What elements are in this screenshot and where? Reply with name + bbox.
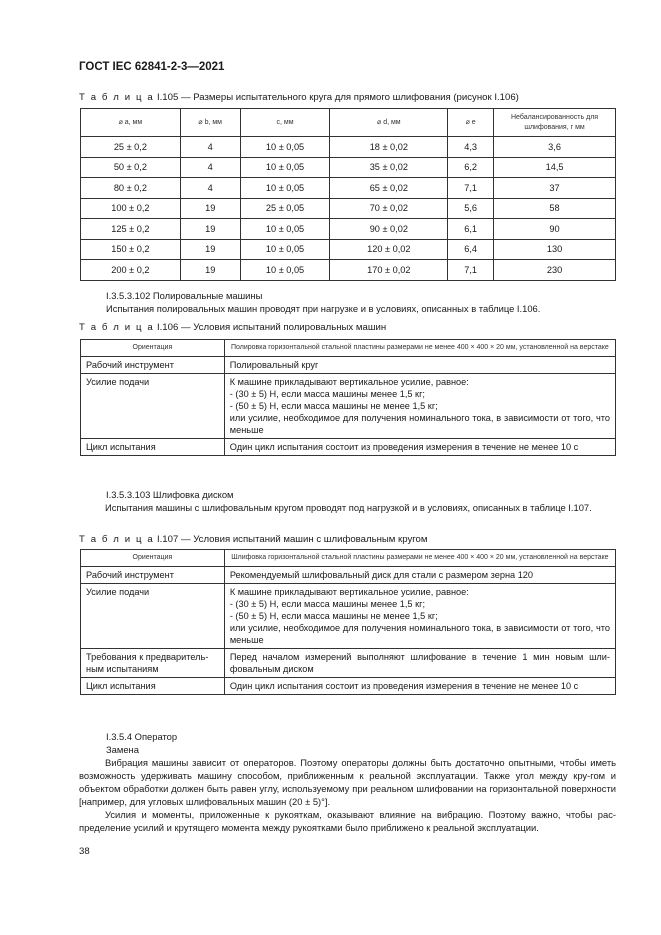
column-header: Небалансированность для шлифования, г мм xyxy=(494,109,616,137)
table-row xyxy=(81,157,616,178)
table-row xyxy=(81,198,616,219)
table-cell: 19 xyxy=(180,239,240,260)
column-header: c, мм xyxy=(240,109,330,137)
section-heading-disc: I.3.5.3.103 Шлифовка диском xyxy=(106,489,234,500)
table-row xyxy=(81,584,616,649)
table-cell: 4 xyxy=(180,137,240,158)
row-label: Цикл испытания xyxy=(81,678,225,695)
table-cell: 120 ± 0,02 xyxy=(330,239,448,260)
operator-paragraph-2: Усилия и моменты, приложенные к рукояткам, оказывают влияние на вибрацию. Поэтому важно, чтобы рас-пределение усилий и крутящего момента между рукоятками было приближено к реальной эксплуатации. xyxy=(79,809,616,833)
table-cell: 70 ± 0,02 xyxy=(330,198,448,219)
row-label: Требования к предваритель-ным испытаниям xyxy=(81,649,225,678)
table-header-row xyxy=(81,550,616,567)
table-cell: 37 xyxy=(494,178,616,199)
table-header-row xyxy=(81,109,616,137)
table-106-caption xyxy=(79,322,386,333)
table-cell: 65 ± 0,02 xyxy=(330,178,448,199)
table-cell: 4 xyxy=(180,178,240,199)
document-header: ГОСТ IEC 62841-2-3—2021 xyxy=(79,61,225,73)
row-value: Один цикл испытания состоит из проведения измерения в течение не менее 10 с xyxy=(224,439,615,456)
table-cell: 150 ± 0,2 xyxy=(81,239,181,260)
table-cell: 19 xyxy=(180,198,240,219)
row-line: - (30 ± 5) Н, если масса машины менее 1,5 кг; xyxy=(229,389,425,399)
table-cell: 130 xyxy=(494,239,616,260)
table-cell: 10 ± 0,05 xyxy=(240,260,330,281)
row-value xyxy=(224,584,615,649)
table-row xyxy=(81,260,616,281)
table-cell: 7,1 xyxy=(448,260,494,281)
table-cell: 100 ± 0,2 xyxy=(81,198,181,219)
row-label: Рабочий инструмент xyxy=(81,567,225,584)
table-label: Т а б л и ц а xyxy=(79,92,155,103)
table-cell: 25 ± 0,2 xyxy=(81,137,181,158)
table-header-row xyxy=(81,340,616,357)
row-value xyxy=(224,374,615,439)
table-107-caption xyxy=(79,534,427,545)
table-row xyxy=(81,649,616,678)
section-text-polishing: Испытания полировальных машин проводят при нагрузке и в условиях, описанных в таблице I.106. xyxy=(106,303,541,314)
row-line: или усилие, необходимое для получения номинального тока, в зависимости от того, что меньше xyxy=(229,413,610,435)
column-header: ⌀ a, мм xyxy=(81,109,181,137)
column-header: ⌀ b, мм xyxy=(180,109,240,137)
table-cell: 7,1 xyxy=(448,178,494,199)
table-row xyxy=(81,678,616,695)
table-row xyxy=(81,357,616,374)
column-header: ⌀ d, мм xyxy=(330,109,448,137)
table-cell: 19 xyxy=(180,260,240,281)
table-105 xyxy=(80,108,616,281)
table-cell: 4,3 xyxy=(448,137,494,158)
table-row xyxy=(81,219,616,240)
table-row xyxy=(81,178,616,199)
table-cell: 58 xyxy=(494,198,616,219)
table-title: I.107 — Условия испытаний машин с шлифовальным кругом xyxy=(156,534,428,545)
row-label: Рабочий инструмент xyxy=(81,357,225,374)
row-line: - (50 ± 5) Н, если масса машины не менее 1,5 кг; xyxy=(229,611,438,621)
table-cell: 14,5 xyxy=(494,157,616,178)
table-cell: 6,4 xyxy=(448,239,494,260)
section-heading-polishing: I.3.5.3.102 Полировальные машины xyxy=(106,290,263,301)
table-105-caption xyxy=(79,92,519,103)
table-cell: 35 ± 0,02 xyxy=(330,157,448,178)
table-cell: 10 ± 0,05 xyxy=(240,157,330,178)
table-cell: 6,2 xyxy=(448,157,494,178)
section-heading-operator: I.3.5.4 Оператор xyxy=(106,731,178,742)
table-cell: 125 ± 0,2 xyxy=(81,219,181,240)
table-row xyxy=(81,137,616,158)
table-cell: 90 ± 0,02 xyxy=(330,219,448,240)
table-cell: 25 ± 0,05 xyxy=(240,198,330,219)
header-right: Шлифовка горизонтальной стальной пластины размерами не менее 400 × 400 × 20 мм, установленной на верстаке xyxy=(224,550,615,567)
row-line: К машине прикладывают вертикальное усилие, равное: xyxy=(229,377,469,387)
row-value: Полировальный круг xyxy=(224,357,615,374)
table-cell: 200 ± 0,2 xyxy=(81,260,181,281)
table-title: I.105 — Размеры испытательного круга для прямого шлифования (рисунок I.106) xyxy=(156,92,519,103)
table-row xyxy=(81,567,616,584)
section-replace-label: Замена xyxy=(106,744,139,755)
column-header: ⌀ e xyxy=(448,109,494,137)
table-cell: 5,6 xyxy=(448,198,494,219)
row-line: - (50 ± 5) Н, если масса машины не менее 1,5 кг; xyxy=(229,401,438,411)
table-row xyxy=(81,374,616,439)
row-label: Усилие подачи xyxy=(81,374,225,439)
table-cell: 4 xyxy=(180,157,240,178)
table-cell: 6,1 xyxy=(448,219,494,240)
operator-paragraph-1: Вибрация машины зависит от операторов. Поэтому операторы должны быть достаточно опытными, чтобы иметь возможность удерживать машину способом, приближенным к реальной эксплуатации. Также угол между кру-гом и объектом обработки должен быть равен углу, используемому при реальном шлифовании на горизонтальной поверхности [например, для угловых шлифовальных машин (20 ± 5)°]. xyxy=(79,757,616,807)
row-value: Перед началом измерений выполняют шлифование в течение 1 мин новым шли-фовальным диском xyxy=(224,649,615,678)
row-line: - (30 ± 5) Н, если масса машины менее 1,5 кг; xyxy=(229,599,426,609)
table-cell: 10 ± 0,05 xyxy=(240,137,330,158)
table-cell: 19 xyxy=(180,219,240,240)
table-107 xyxy=(80,549,616,695)
table-106 xyxy=(80,339,616,456)
table-cell: 10 ± 0,05 xyxy=(240,178,330,199)
header-left: Ориентация xyxy=(81,550,225,567)
row-label: Цикл испытания xyxy=(81,439,225,456)
table-cell: 10 ± 0,05 xyxy=(240,219,330,240)
table-title: I.106 — Условия испытаний полировальных машин xyxy=(156,322,387,333)
table-cell: 170 ± 0,02 xyxy=(330,260,448,281)
row-value: Рекомендуемый шлифовальный диск для стали с размером зерна 120 xyxy=(224,567,615,584)
row-line: К машине прикладывают вертикальное усилие, равное: xyxy=(229,587,469,597)
table-cell: 90 xyxy=(494,219,616,240)
table-label: Т а б л и ц а xyxy=(79,322,155,333)
row-label: Усилие подачи xyxy=(81,584,225,649)
table-cell: 10 ± 0,05 xyxy=(240,239,330,260)
table-cell: 230 xyxy=(494,260,616,281)
table-cell: 80 ± 0,2 xyxy=(81,178,181,199)
header-right: Полировка горизонтальной стальной пластины размерами не менее 400 × 400 × 20 мм, установленной на верстаке xyxy=(224,340,615,357)
section-text-disc: Испытания машины с шлифовальным кругом проводят под нагрузкой и в условиях, описанных в таблице I.107. xyxy=(105,502,592,513)
table-row xyxy=(81,439,616,456)
header-left: Ориентация xyxy=(81,340,225,357)
table-cell: 3,6 xyxy=(494,137,616,158)
table-cell: 18 ± 0,02 xyxy=(330,137,448,158)
table-cell: 50 ± 0,2 xyxy=(81,157,181,178)
page-number: 38 xyxy=(79,846,90,857)
table-label: Т а б л и ц а xyxy=(79,534,155,545)
row-line: или усилие, необходимое для получения номинального тока, в зависимости от того, что меньше xyxy=(229,623,610,645)
row-value: Один цикл испытания состоит из проведения измерения в течение не менее 10 с xyxy=(224,678,615,695)
table-row xyxy=(81,239,616,260)
